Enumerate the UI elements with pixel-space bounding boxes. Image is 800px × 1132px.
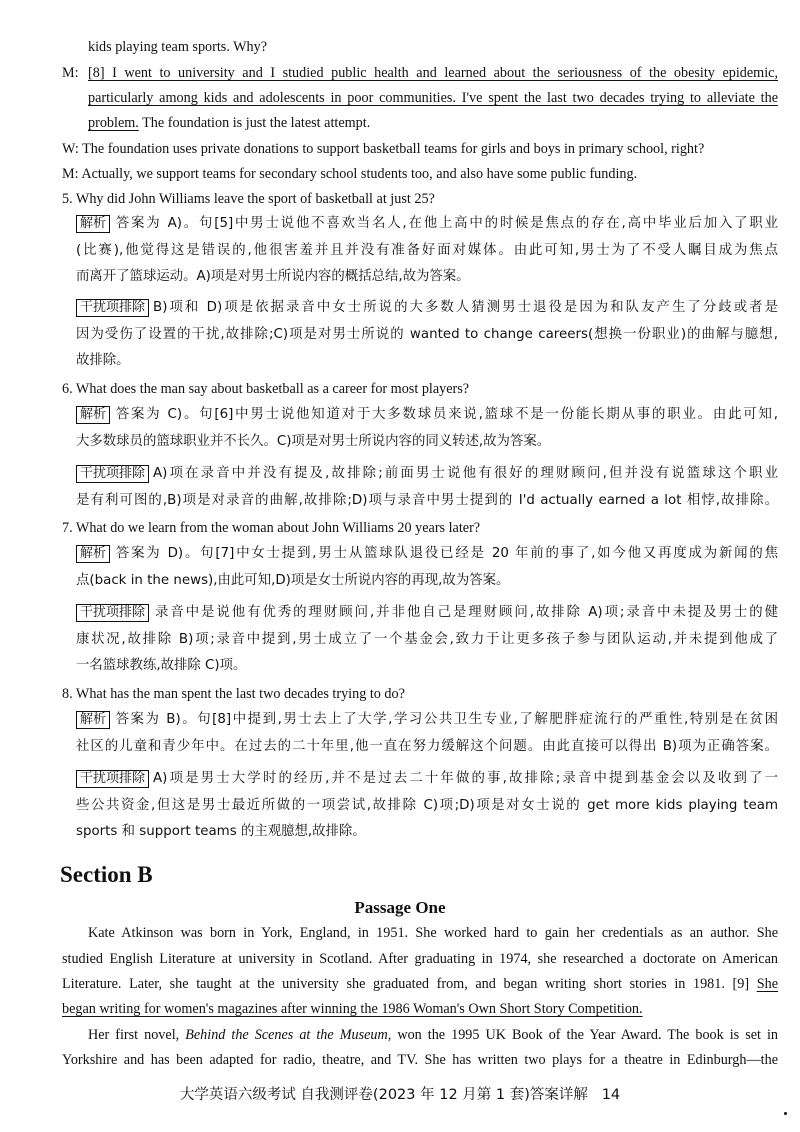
book-title: Behind the Scenes at the Museum — [185, 1027, 388, 1043]
analysis-tag: 解析 — [76, 545, 110, 563]
dialogue-line: W: The foundation uses private donations to support basketball teams for girls and boys in primary school, right? — [62, 141, 705, 157]
question-5: 5. Why did John Williams leave the sport of basketball at just 25? — [62, 191, 435, 207]
question-6: 6. What does the man say about basketball as a career for most players? — [62, 381, 470, 397]
scan-mark — [784, 1112, 787, 1115]
page-footer — [0, 1086, 800, 1104]
distractor-line: 康状况,故排除 B)项;录音中提到,男士成立了一个基金会,致力于让更多孩子参与团队运动,并未提到他成了 — [76, 632, 778, 647]
analysis-line: 点(back in the news),由此可知,D)项是女士所说内容的再现,故为答案。 — [76, 573, 510, 588]
analysis-line: 社区的儿童和青少年中。在过去的二十年里,他一直在努力缓解这个问题。由此直接可以得出 B)项为正确答案。 — [76, 739, 778, 754]
analysis-text: 答案为 A)。句[5]中男士说他不喜欢当名人,在他上高中的时候是焦点的存在,高中毕业后加入了职业 — [114, 216, 778, 231]
distractor-text: 录音中是说他有优秀的理财顾问,并非他自己是理财顾问,故排除 A)项;录音中未提及男士的健 — [153, 605, 778, 620]
underlined-text: problem. — [88, 115, 139, 131]
dialogue-line: M: Actually, we support teams for secondary school students too, and also have some public funding. — [62, 166, 638, 182]
dialogue-speaker: M: — [62, 65, 79, 81]
distractor-line: 因为受伤了设置的干扰,故排除;C)项是对男士所说的 wanted to change careers(想换一份职业)的曲解与臆想, — [76, 327, 778, 342]
distractor-line: 些公共资金,但这是男士最近所做的一项尝试,故排除 C)项;D)项是对女士说的 get more kids playing team — [76, 798, 778, 813]
distractor-text: A)项在录音中并没有提及,故排除;前面男士说他有很好的理财顾问,但并没有说篮球这个职业 — [153, 466, 778, 481]
passage-title: Passage One — [354, 898, 446, 917]
distractor-tag: 干扰项排除 — [76, 465, 149, 483]
dialogue-line-underlined: [8] I went to university and I studied public health and learned about the seriousness of the obesity epidemic, — [88, 65, 778, 81]
passage-line: Kate Atkinson was born in York, England, in 1951. She worked hard to gain her credentials as an author. She — [88, 925, 778, 941]
analysis-line: 而离开了篮球运动。A)项是对男士所说内容的概括总结,故为答案。 — [76, 269, 470, 284]
dialogue-line-underlined: particularly among kids and adolescents in poor communities. I've spent the last two decades trying to alleviate the — [88, 90, 778, 106]
distractor-tag: 干扰项排除 — [76, 299, 149, 317]
distractor-tag: 干扰项排除 — [76, 604, 149, 622]
dialogue-line — [88, 114, 370, 132]
question-7: 7. What do we learn from the woman about John Williams 20 years later? — [62, 520, 481, 536]
distractor-line — [76, 299, 778, 317]
distractor-text: B)项和 D)项是依据录音中女士所说的大多数人猜测男士退役是因为和队友产生了分歧或者是 — [153, 300, 778, 315]
distractor-line — [76, 770, 778, 788]
analysis-tag: 解析 — [76, 711, 110, 729]
section-title: Section B — [60, 862, 153, 887]
distractor-line — [76, 465, 778, 483]
analysis-tag: 解析 — [76, 215, 110, 233]
analysis-text: 答案为 D)。句[7]中女士提到,男士从篮球队退役已经是 20 年前的事了,如今他又再度成为新闻的焦 — [114, 546, 778, 561]
distractor-line — [76, 604, 778, 622]
plain-text: The foundation is just the latest attempt. — [138, 115, 371, 131]
analysis-text: 答案为 B)。句[8]中提到,男士去上了大学,学习公共卫生专业,了解肥胖症流行的严重性,特别是在贫困 — [114, 712, 778, 727]
passage-text: , won the 1995 UK Book of the Year Award. The book is set in — [387, 1027, 778, 1043]
distractor-line: sports 和 support teams 的主观臆想,故排除。 — [76, 824, 366, 839]
analysis-text: 答案为 C)。句[6]中男士说他知道对于大多数球员来说,篮球不是一份能长期从事的职业。由此可知, — [114, 407, 778, 422]
analysis-line — [76, 545, 778, 563]
distractor-line: 故排除。 — [76, 353, 130, 368]
analysis-line: 大多数球员的篮球职业并不长久。C)项是对男士所说内容的同义转述,故为答案。 — [76, 434, 551, 449]
dialogue-line: kids playing team sports. Why? — [88, 39, 268, 55]
distractor-line: 是有利可图的,B)项是对录音的曲解,故排除;D)项与录音中男士提到的 I'd actually earned a lot 相悖,故排除。 — [76, 493, 778, 508]
distractor-text: A)项是男士大学时的经历,并不是过去二十年做的事,故排除;录音中提到基金会以及收到了一 — [153, 771, 778, 786]
passage-line: studied English Literature at university in Scotland. After graduating in 1974, she researched a doctorate on American — [62, 951, 778, 967]
page-number: 14 — [601, 1087, 621, 1103]
analysis-line — [76, 406, 778, 424]
analysis-line — [76, 215, 778, 233]
passage-line — [88, 1026, 778, 1044]
distractor-tag: 干扰项排除 — [76, 770, 149, 788]
passage-line — [62, 975, 778, 993]
passage-line: Yorkshire and has been adapted for radio, theatre, and TV. She has written two plays for a theatre in Edinburgh—the — [62, 1052, 778, 1068]
distractor-line: 一名篮球教练,故排除 C)项。 — [76, 658, 247, 673]
passage-text: Literature. Later, she taught at the university she graduated from, and began writing short stories in 1981. [9] — [62, 976, 757, 992]
question-8: 8. What has the man spent the last two decades trying to do? — [62, 686, 405, 702]
passage-line-underlined: began writing for women's magazines after winning the 1986 Woman's Own Short Story Competition. — [62, 1001, 643, 1017]
analysis-line: (比赛),他觉得这是错误的,他很害羞并且并没有准备好面对媒体。由此可知,男士为了不受人瞩目成为焦点 — [76, 243, 778, 258]
passage-text: Her first novel, — [88, 1027, 186, 1043]
footer-title: 大学英语六级考试 自我测评卷(2023 年 12 月第 1 套)答案详解 — [179, 1087, 588, 1103]
analysis-line — [76, 711, 778, 729]
analysis-tag: 解析 — [76, 406, 110, 424]
underlined-text: She — [756, 976, 778, 992]
